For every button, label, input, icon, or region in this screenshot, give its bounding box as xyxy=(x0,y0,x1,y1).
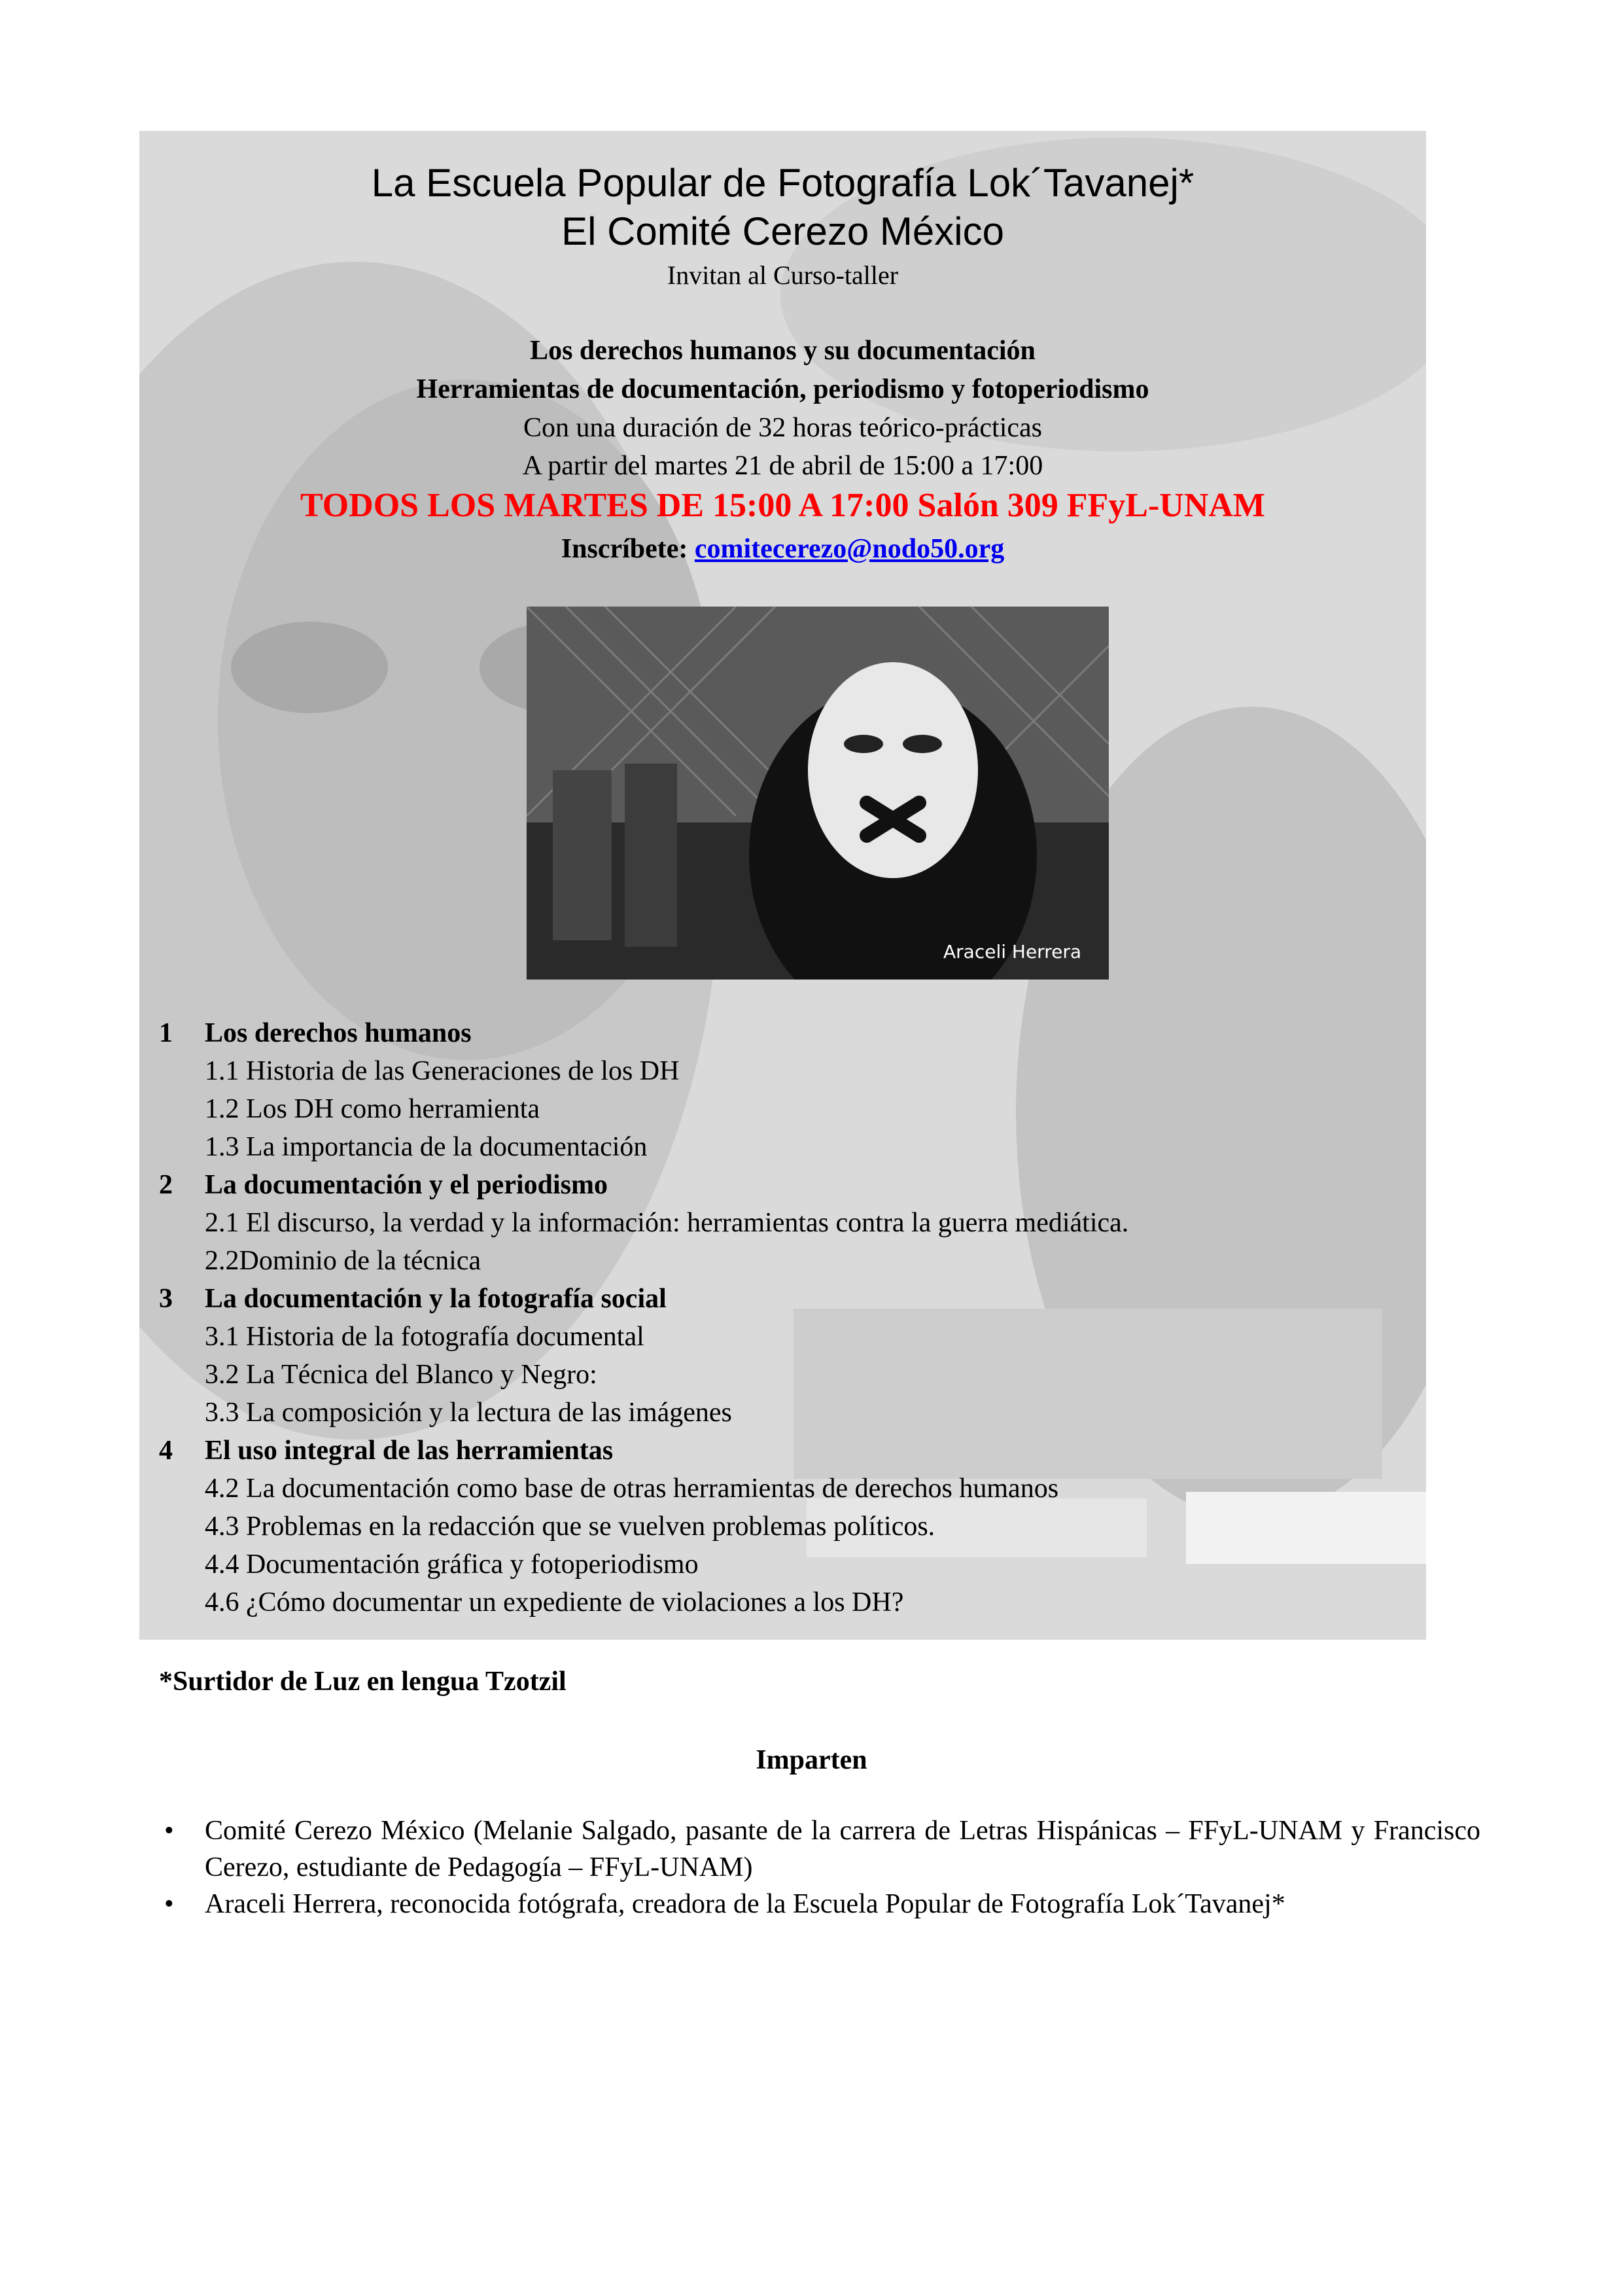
section-number: 2 xyxy=(159,1170,173,1200)
instructor-text: Comité Cerezo México (Melanie Salgado, pasante de la carrera de Letras Hispánicas – FFyL-UNAM y Francisco Cerezo, estudiante de Pedagogía – FFyL-UNAM) xyxy=(205,1816,1480,1882)
poster-background xyxy=(139,131,1426,1640)
section-title: La documentación y la fotografía social xyxy=(205,1284,667,1314)
imparten-heading: Imparten xyxy=(756,1745,867,1775)
item-text: 4.4 Documentación gráfica y fotoperiodismo xyxy=(205,1549,699,1580)
section-number: 4 xyxy=(159,1436,173,1466)
list-item xyxy=(159,1886,1480,1922)
bullet-icon: • xyxy=(164,1816,174,1846)
poster-content xyxy=(139,131,1426,1640)
item-text: 2.2Dominio de la técnica xyxy=(205,1246,481,1276)
item-text: 3.2 La Técnica del Blanco y Negro: xyxy=(205,1360,597,1390)
section-number: 1 xyxy=(159,1018,173,1048)
bullet-icon: • xyxy=(164,1889,174,1919)
item-text: 4.6 ¿Cómo documentar un expediente de violaciones a los DH? xyxy=(205,1587,904,1617)
item-text: 3.1 Historia de la fotografía documental xyxy=(205,1322,644,1352)
footnote: *Surtidor de Luz en lengua Tzotzil xyxy=(159,1667,567,1697)
item-text: 1.1 Historia de las Generaciones de los DH xyxy=(205,1056,680,1086)
item-text: 2.1 El discurso, la verdad y la información: herramientas contra la guerra mediática. xyxy=(205,1208,1129,1238)
register-email-link[interactable]: comitecerezo@nodo50.org xyxy=(694,534,1005,564)
item-text: 1.2 Los DH como herramienta xyxy=(205,1094,540,1124)
instructor-text: Araceli Herrera, reconocida fotógrafa, creadora de la Escuela Popular de Fotografía Lok´Tavanej* xyxy=(205,1889,1285,1919)
committee-title: El Comité Cerezo México xyxy=(561,209,1004,253)
course-subtitle: Herramientas de documentación, periodismo y fotoperiodismo xyxy=(416,374,1149,404)
photo-credit: Araceli Herrera xyxy=(943,941,1081,963)
section-title: Los derechos humanos xyxy=(205,1018,472,1048)
course-duration: Con una duración de 32 horas teórico-prácticas xyxy=(523,413,1043,443)
masked-protester-photo xyxy=(527,607,1109,980)
register-label: Inscríbete: xyxy=(561,534,688,564)
item-text: 1.3 La importancia de la documentación xyxy=(205,1132,648,1162)
section-title: La documentación y el periodismo xyxy=(205,1170,608,1200)
list-item xyxy=(159,1812,1480,1886)
course-start-date: A partir del martes 21 de abril de 15:00 a 17:00 xyxy=(522,451,1043,481)
photo-illustration xyxy=(527,607,1109,980)
item-text: 4.2 La documentación como base de otras herramientas de derechos humanos xyxy=(205,1474,1059,1504)
instructors-list xyxy=(159,1812,1480,1922)
item-text: 3.3 La composición y la lectura de las imágenes xyxy=(205,1398,732,1428)
course-title: Los derechos humanos y su documentación xyxy=(530,336,1036,366)
section-title: El uso integral de las herramientas xyxy=(205,1436,614,1466)
schedule-highlight: TODOS LOS MARTES DE 15:00 A 17:00 Salón 309 FFyL-UNAM xyxy=(300,487,1266,524)
item-text: 4.3 Problemas en la redacción que se vuelven problemas políticos. xyxy=(205,1511,935,1542)
invite-text: Invitan al Curso-taller xyxy=(667,260,899,290)
section-number: 3 xyxy=(159,1284,173,1314)
school-title: La Escuela Popular de Fotografía Lok´Tavanej* xyxy=(371,161,1195,205)
registration-line xyxy=(139,531,1426,567)
